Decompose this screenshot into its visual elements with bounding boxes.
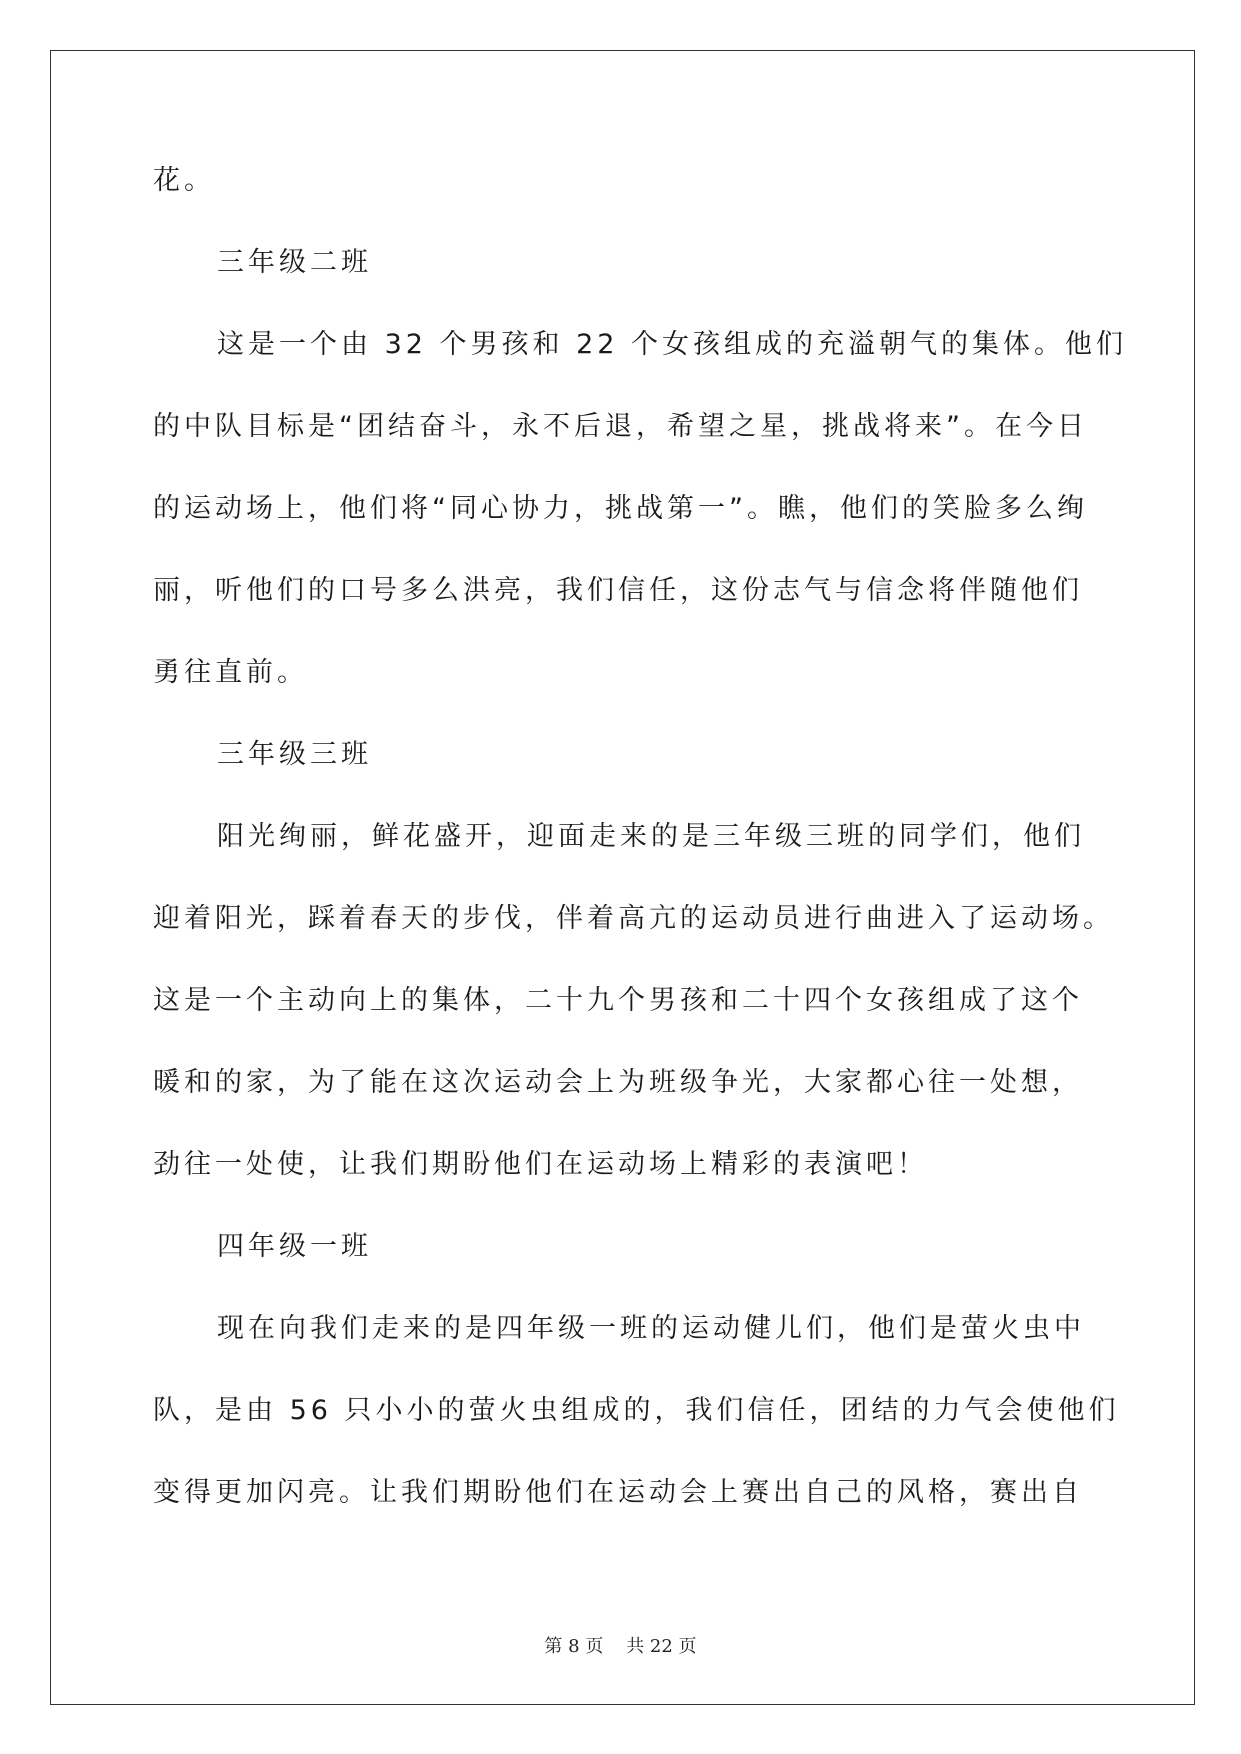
text-line: 阳光绚丽，鲜花盛开，迎面走来的是三年级三班的同学们，他们 bbox=[217, 821, 1085, 852]
text-line: 暖和的家，为了能在这次运动会上为班级争光，大家都心往一处想， bbox=[153, 1067, 1083, 1098]
text-line: 变得更加闪亮。让我们期盼他们在运动会上赛出自己的风格，赛出自 bbox=[153, 1477, 1083, 1508]
text-line: 这是一个主动向上的集体，二十九个男孩和二十四个女孩组成了这个 bbox=[153, 985, 1083, 1016]
document-body bbox=[153, 165, 1128, 1560]
text-line: 劲往一处使，让我们期盼他们在运动场上精彩的表演吧！ bbox=[153, 1149, 928, 1180]
text-line: 的运动场上，他们将“同心协力，挑战第一”。瞧，他们的笑脸多么绚 bbox=[153, 493, 1088, 524]
text-line: 的中队目标是“团结奋斗，永不后退，希望之星，挑战将来”。在今日 bbox=[153, 411, 1088, 442]
text-line: 勇往直前。 bbox=[153, 657, 308, 688]
text-line: 队，是由 56 只小小的萤火虫组成的，我们信任，团结的力气会使他们 bbox=[153, 1395, 1120, 1426]
text-line: 现在向我们走来的是四年级一班的运动健儿们，他们是萤火虫中 bbox=[217, 1313, 1085, 1344]
section-heading: 三年级二班 bbox=[217, 247, 372, 278]
text-line: 迎着阳光，踩着春天的步伐，伴着高亢的运动员进行曲进入了运动场。 bbox=[153, 903, 1114, 934]
section-heading: 三年级三班 bbox=[217, 739, 372, 770]
text-line: 花。 bbox=[153, 165, 215, 196]
text-line: 这是一个由 32 个男孩和 22 个女孩组成的充溢朝气的集体。他们 bbox=[217, 329, 1128, 360]
section-heading: 四年级一班 bbox=[217, 1231, 372, 1262]
page-number: 第 8 页 共 22 页 bbox=[544, 1636, 697, 1657]
page-footer bbox=[0, 1632, 1241, 1658]
text-line: 丽，听他们的口号多么洪亮，我们信任，这份志气与信念将伴随他们 bbox=[153, 575, 1083, 606]
